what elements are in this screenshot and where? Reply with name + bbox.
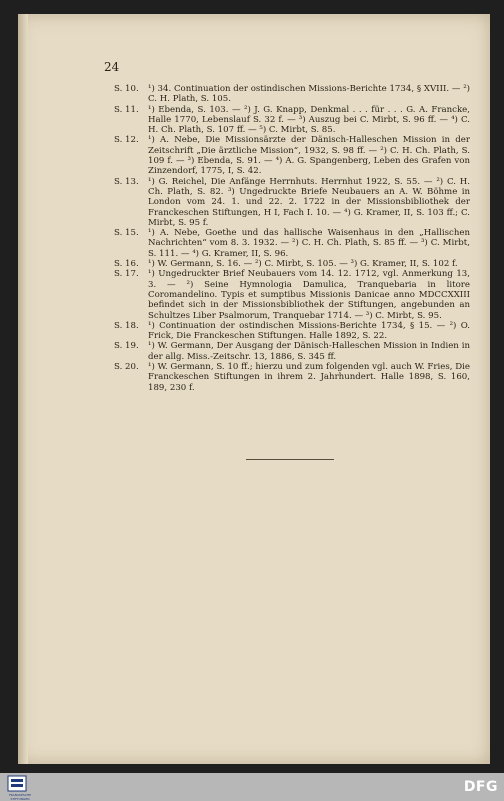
endnote-text: ¹) G. Reichel, Die Anfänge Herrnhuts. Herrnhut 1922, S. 55. — ²) C. H. Ch. Plath, S. 82. ³) Ungedruckte Briefe Neubauers an A. W. Böhme in London vom 24. 1. und 22. 2. 1722 in der Missionsbibliothek der Franckeschen Stiftungen, H I, Fach I. 10. — ⁴) G. Kramer, II, S. 103 ff.; C. Mirbt, S. 95 f. bbox=[148, 176, 470, 228]
endnote-text: ¹) Ungedruckter Brief Neubauers vom 14. 12. 1712, vgl. Anmerkung 13, 3. — ²) Seine Hymnologia Damulica, Tranquebaria in litore Coromandelino. Typis et sumptibus Missionis Danicae anno MDCCXXIII befindet sich in der Missionsbibliothek der Stiftungen, angebunden an Schultzes Liber Psalmorum, Tranquebar 1714. — ³) C. Mirbt, S. 95. bbox=[148, 269, 470, 321]
logo-emblem-icon bbox=[4, 775, 30, 793]
endnote-text: ¹) W. Germann, Der Ausgang der Dänisch-Halleschen Mission in Indien in der allg. Miss.-Zeitschr. 13, 1886, S. 345 ff. bbox=[148, 341, 470, 362]
endnote-item bbox=[114, 135, 470, 176]
endnote-text: ¹) A. Nebe, Die Missionsärzte der Dänisch-Halleschen Mission in der Zeitschrift „Die ärztliche Mission“, 1932, S. 98 ff. — ²) C. H. Ch. Plath, S. 109 f. — ³) Ebenda, S. 91. — ⁴) A. G. Spangenberg, Leben des Grafen von Zinzendorf, 1775, I, S. 42. bbox=[148, 135, 470, 177]
endnote-item bbox=[114, 259, 470, 269]
endnote-text: ¹) Continuation der ostindischen Missions-Berichte 1734, § 15. — ²) O. Frick, Die Franckeschen Stiftungen. Halle 1892, S. 22. bbox=[148, 320, 470, 342]
endnote-item bbox=[114, 84, 470, 105]
endnote-item bbox=[114, 228, 470, 259]
endnote-label: S. 16. bbox=[114, 259, 139, 270]
endnote-text: ¹) A. Nebe, Goethe und das hallische Waisenhaus in den „Hallischen Nachrichten“ vom 8. 3. 1932. — ²) C. H. Ch. Plath, S. 85 ff. — ³) C. Mirbt, S. 111. — ⁴) G. Kramer, II, S. 96. bbox=[148, 228, 470, 259]
endnote-item bbox=[114, 362, 470, 393]
endnotes-list bbox=[114, 84, 470, 393]
endnote-text: ¹) 34. Continuation der ostindischen Missions-Berichte 1734, § XVIII. — ²) C. H. Plath, S. 105. bbox=[148, 84, 470, 105]
page-number: 24 bbox=[104, 60, 120, 74]
endnote-label: S. 18. bbox=[114, 320, 139, 331]
dfg-logo: DFG bbox=[463, 779, 498, 795]
endnote-label: S. 13. bbox=[114, 176, 139, 187]
closing-rule-divider bbox=[246, 459, 334, 460]
endnote-label: S. 15. bbox=[114, 228, 139, 239]
book-page bbox=[18, 14, 490, 764]
endnote-text: ¹) Ebenda, S. 103. — ²) J. G. Knapp, Denkmal . . . für . . . G. A. Francke, Halle 1770, Lebenslauf S. 32 f. — ³) Auszug bei C. Mirbt, S. 96 ff. — ⁴) C. H. Ch. Plath, S. 107 ff. — ⁵) C. Mirbt, S. 85. bbox=[148, 104, 470, 136]
logo-text: FRANCKESCHE STIFTUNGEN bbox=[8, 793, 32, 801]
endnote-item bbox=[114, 321, 470, 342]
endnote-label: S. 11. bbox=[114, 104, 139, 115]
endnote-item bbox=[114, 341, 470, 362]
endnote-label: S. 17. bbox=[114, 269, 139, 280]
page-spine-shadow bbox=[18, 14, 28, 764]
endnote-item bbox=[114, 177, 470, 228]
endnote-text: ¹) W. Germann, S. 16. — ²) C. Mirbt, S. 105. — ³) G. Kramer, II, S. 102 f. bbox=[148, 259, 458, 270]
endnote-label: S. 20. bbox=[114, 362, 139, 373]
franckesche-stiftungen-logo bbox=[4, 775, 30, 799]
endnote-label: S. 10. bbox=[114, 84, 139, 94]
endnote-label: S. 19. bbox=[114, 341, 139, 352]
endnote-text: ¹) W. Germann, S. 10 ff.; hierzu und zum folgenden vgl. auch W. Fries, Die Franckeschen Stiftungen in ihrem 2. Jahrhundert. Halle 1898, S. 160, 189, 230 f. bbox=[148, 362, 470, 393]
endnote-item bbox=[114, 105, 470, 136]
endnote-label: S. 12. bbox=[114, 135, 139, 146]
endnote-item bbox=[114, 269, 470, 320]
viewer-footer-bar bbox=[0, 773, 504, 801]
